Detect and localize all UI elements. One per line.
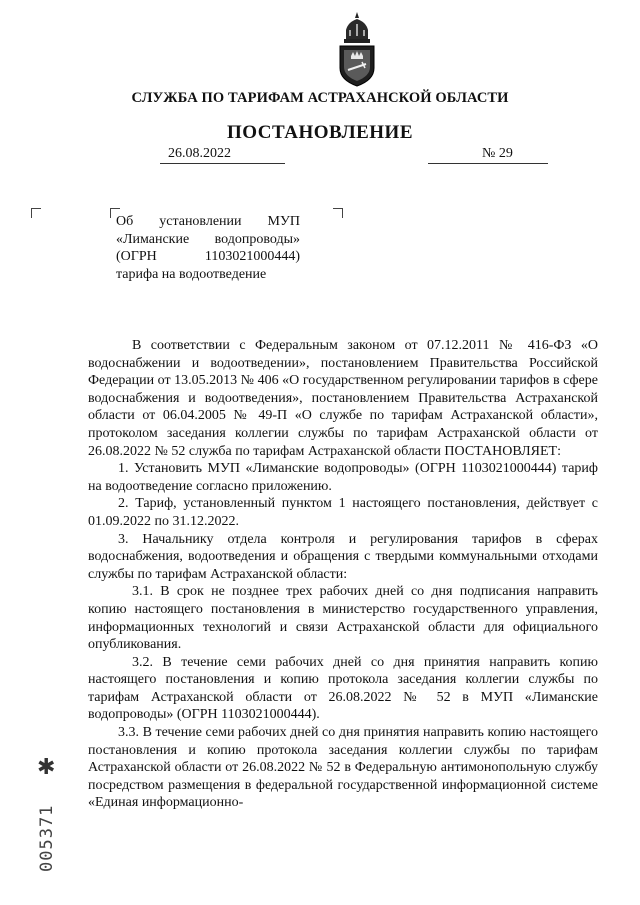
subject-line: (ОГРН 1103021000444) [116, 249, 300, 265]
subject-line: тарифа на водоотведение [116, 266, 267, 282]
item-3-3-paragraph: 3.3. В течение семи рабочих дней со дня принятия направить копию настоящего постановления и копию протокола заседания коллегии службы по тарифам Астраханской области от 26.08.2022 № 52 в Федеральную антимонопольную службу посредством размещения в федеральной государственной информационной системе «Единая информационно- [88, 725, 598, 811]
number-underline [428, 163, 548, 164]
item-2-paragraph: 2. Тариф, установленный пунктом 1 настоящего постановления, действует с 01.09.2022 по 31.12.2022. [88, 496, 598, 529]
subject-line: Об установлении МУП [116, 214, 300, 229]
document-type-title: ПОСТАНОВЛЕНИЕ [226, 122, 414, 143]
subject-corner-mark-right [333, 208, 343, 218]
item-3-paragraph: 3. Начальнику отдела контроля и регулирования тарифов в сферах водоснабжения, водоотведения и обращения с твердыми коммунальными отходами службы по тарифам Астраханской области: [88, 531, 598, 582]
item-3-2-paragraph: 3.2. В течение семи рабочих дней со дня принятия направить копию настоящего постановления и копию протокола заседания коллегии службы по тарифам Астраханской области от 26.08.2022 № 52 в МУП «Лиманские водопроводы» (ОГРН 1103021000444). [88, 654, 598, 723]
margin-corner-mark [31, 208, 41, 218]
document-date: 26.08.2022 [168, 146, 231, 161]
asterisk-icon: ✱ [37, 755, 56, 780]
agency-name: СЛУЖБА ПО ТАРИФАМ АСТРАХАНСКОЙ ОБЛАСТИ [131, 90, 509, 106]
serial-number: 005371 [37, 804, 57, 872]
subject-line: «Лиманские водопроводы» [116, 231, 300, 247]
document-subject [116, 213, 300, 283]
item-3-1-paragraph: 3.1. В срок не позднее трех рабочих дней со дня подписания направить копию настоящего постановления в министерство государственного управления, информационных технологий и связи Астраханской области для официального опубликования. [88, 584, 598, 653]
preamble-paragraph: В соответствии с Федеральным законом от 07.12.2011 № 416-ФЗ «О водоснабжении и водоотведении», постановлением Правительства Российской Федерации от 13.05.2013 № 406 «О государственном регулировании тарифов в сфере водоснабжения и водоотведения», постановлением Правительства Астраханской области от 06.04.2005 № 49-П «О службе по тарифам Астраханской области», протоколом заседания коллегии службы по тарифам Астраханской области от 26.08.2022 № 52 служба по тарифам Астраханской области ПОСТАНОВЛЯЕТ: [88, 338, 598, 459]
document-number: № 29 [482, 146, 513, 161]
coat-of-arms-icon [332, 10, 382, 88]
item-1-paragraph: 1. Установить МУП «Лиманские водопроводы» (ОГРН 1103021000444) тариф на водоотведение согласно приложению. [88, 461, 598, 494]
document-body [88, 337, 598, 812]
serial-stamp [24, 755, 68, 872]
date-underline [160, 163, 285, 164]
